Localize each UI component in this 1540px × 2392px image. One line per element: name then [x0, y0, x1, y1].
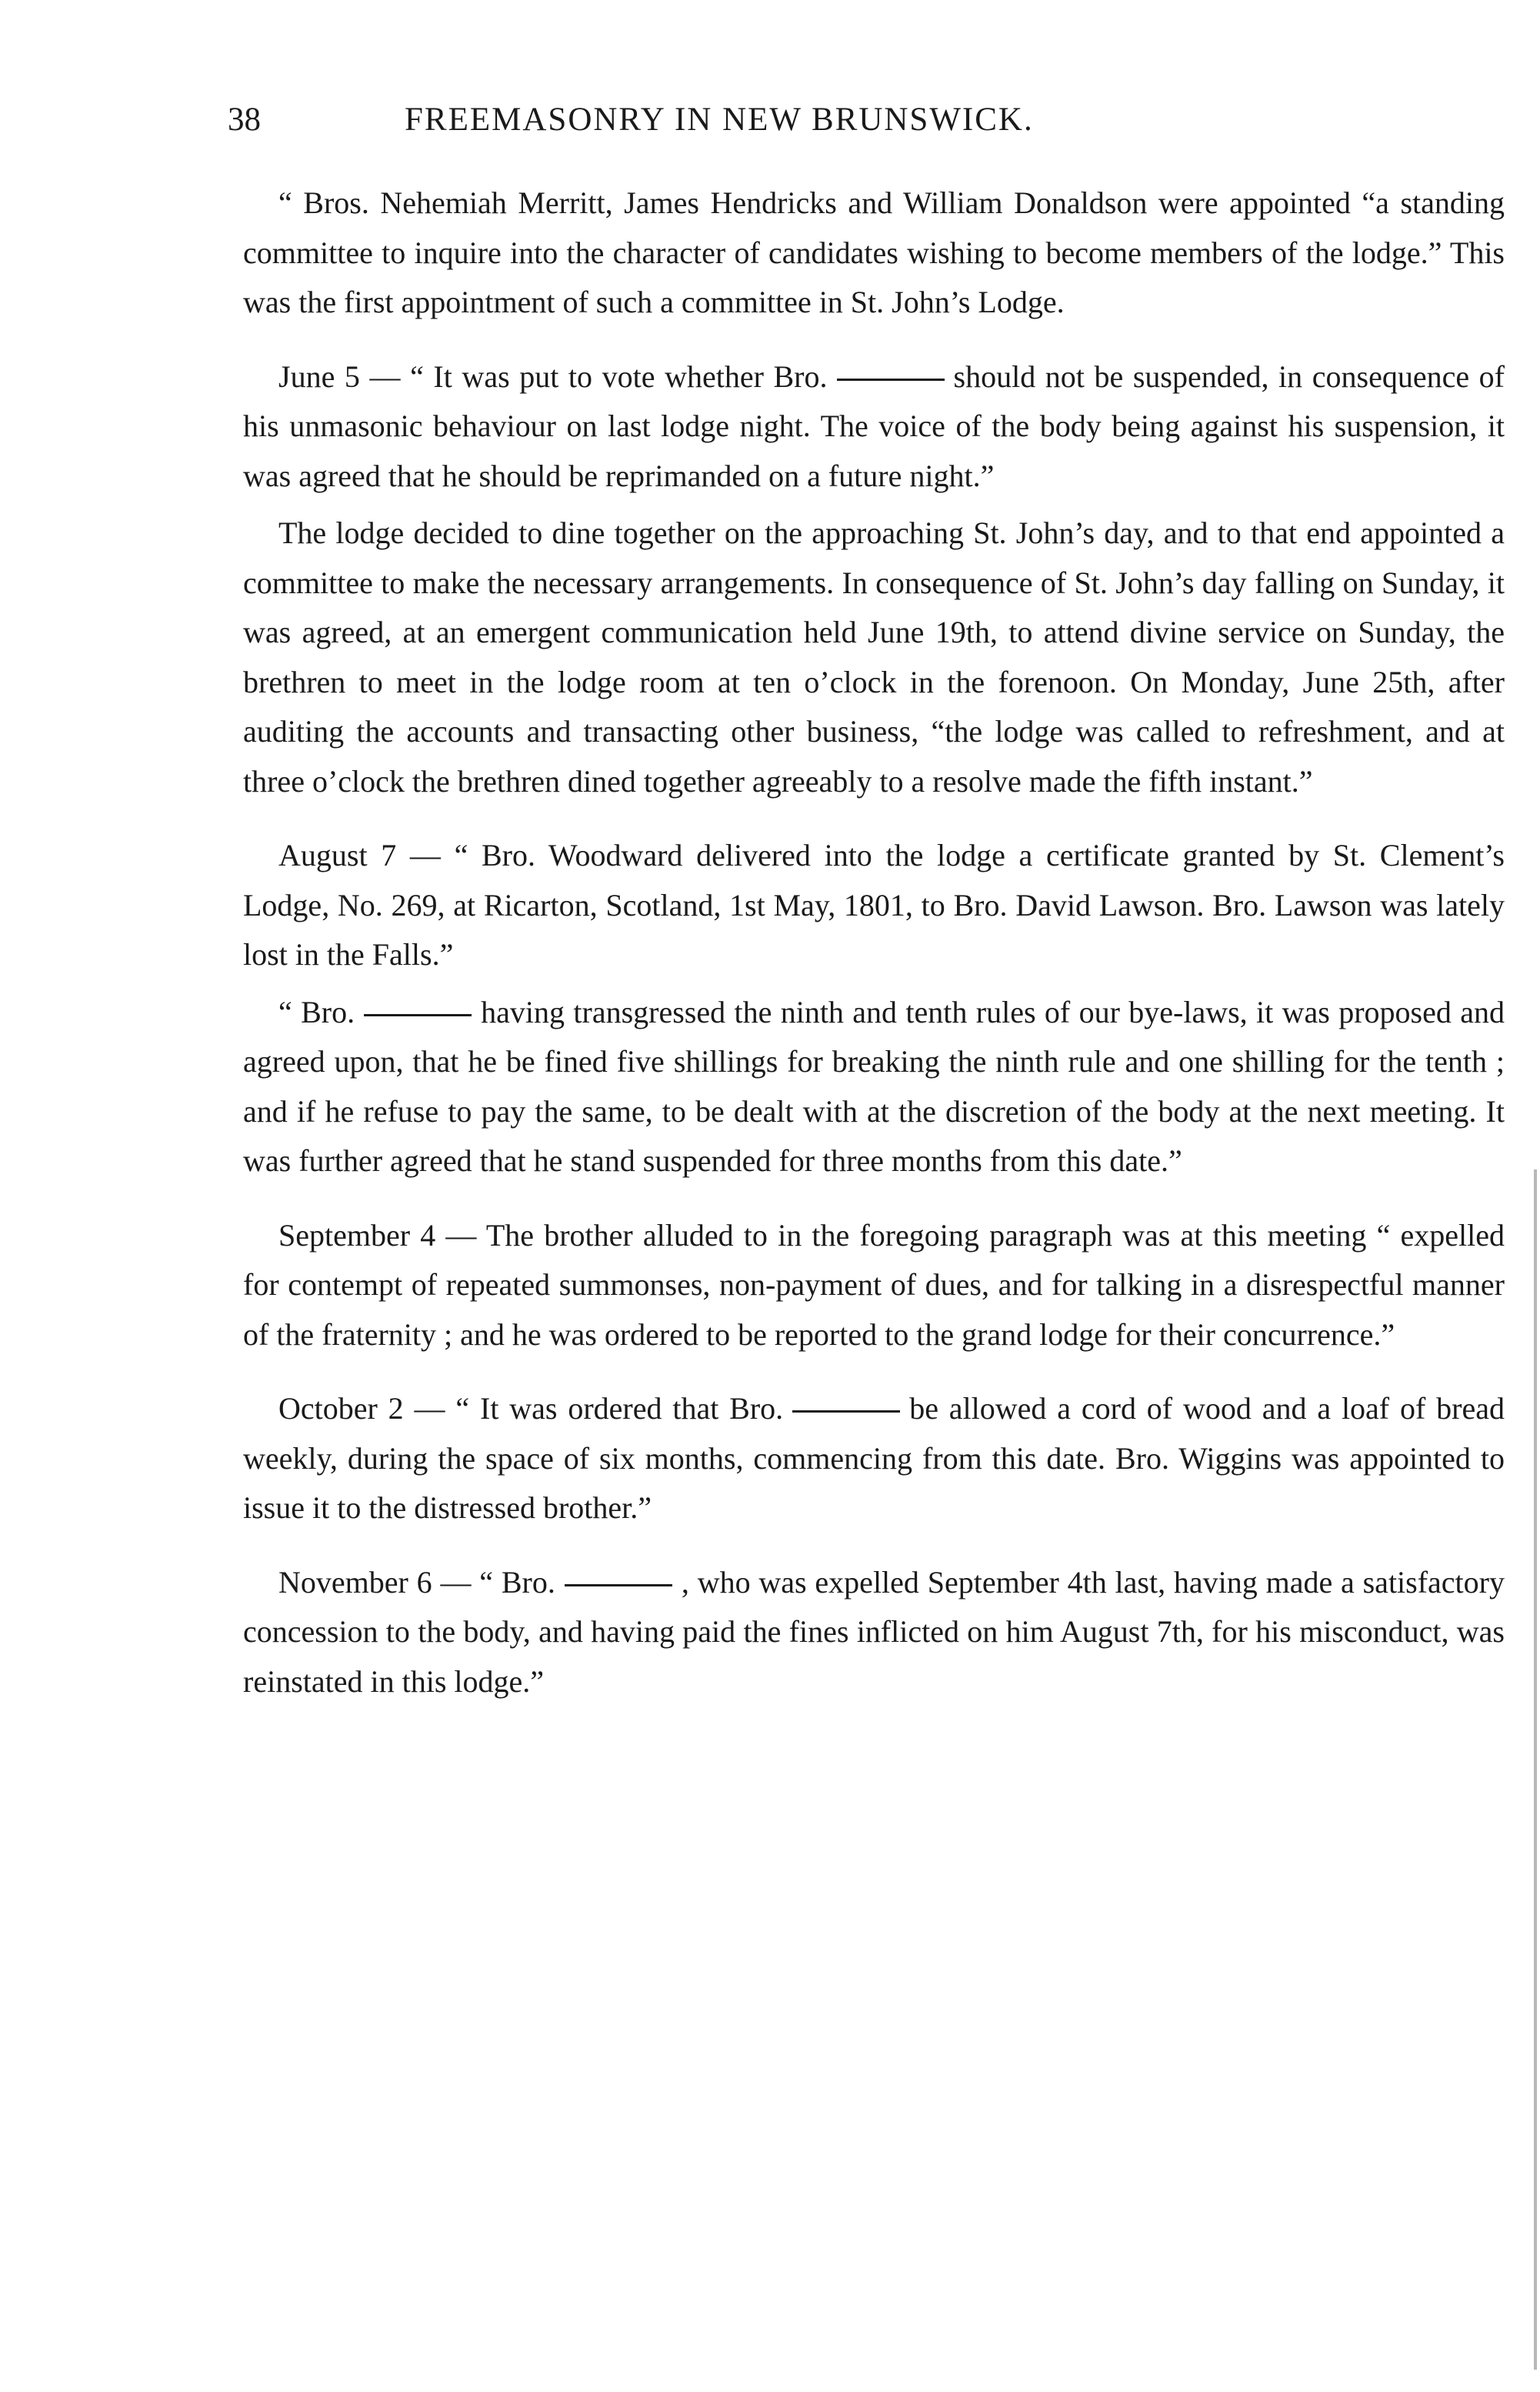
paragraph-text: June 5 — “ It was put to vote whether Bro. [278, 359, 828, 394]
name-omitted-dash [364, 1014, 472, 1016]
paragraph-text: November 6 — “ Bro. [278, 1564, 555, 1600]
paragraph-text: The lodge decided to dine together on the approaching St. John’s day, and to that end appointed a committee to make the necessary arrangements. In consequence of St. John’s day falling on Sunday, it was agreed, at an emergent communication held June 19th, to attend divine service on Sunday, the brethren to meet in the lodge room at ten o’clock in the forenoon. On Monday, June 25th, after auditing the accounts and transacting other business, “the lodge was called to refreshment, and at three o’clock the brethren dined together agreeably to a resolve made the fifth instant.” [243, 515, 1505, 799]
paragraph-fines [243, 988, 1505, 1186]
paragraph-text: should not be suspended, in consequence of his unmasonic behaviour on last lodge night. The voice of the body being against his suspension, it was agreed that he should be reprimanded on a future night.” [243, 359, 1505, 493]
paragraph-text: “ Bros. Nehemiah Merritt, James Hendricks and William Donaldson were appointed “a standing committee to inquire into the character of candidates wishing to become members of the lodge.” This was the first appointment of such a committee in St. John’s Lodge. [243, 185, 1505, 319]
name-omitted-dash [837, 379, 945, 381]
paragraph-committee [243, 178, 1505, 328]
name-omitted-dash [565, 1584, 672, 1586]
name-omitted-dash [792, 1410, 900, 1413]
paragraph-october-2 [243, 1384, 1505, 1533]
paragraph-text: September 4 — The brother alluded to in the foregoing paragraph was at this meeting “ expelled for contempt of repeated summonses, non-payment of dues, and for talking in a disrespectful manner of the fraternity ; and he was ordered to be reported to the grand lodge for their concurrence.” [243, 1217, 1505, 1352]
body-text [243, 178, 1505, 1706]
running-title: FREEMASONRY IN NEW BRUNSWICK. [405, 102, 1034, 138]
page-edge-shadow [1534, 1169, 1537, 2370]
paragraph-text: “ Bro. [278, 994, 355, 1029]
paragraph-text: having transgressed the ninth and tenth rules of our bye-laws, it was proposed and agreed upon, that he be fined five shillings for breaking the ninth rule and one shilling for the tenth ; and if he refuse to pay the same, to be dealt with at the discretion of the body at the next meeting. It was further agreed that he stand suspended for three months from this date.” [243, 994, 1505, 1178]
paragraph-november-6 [243, 1558, 1505, 1707]
paragraph-text: be allowed a cord of wood and a loaf of bread weekly, during the space of six months, commencing from this date. Bro. Wiggins was appointed to issue it to the distressed brother.” [243, 1391, 1505, 1525]
page-number: 38 [228, 102, 261, 138]
paragraph-st-johns-day [243, 509, 1505, 806]
paragraph-august-7 [243, 831, 1505, 980]
paragraph-text: August 7 — “ Bro. Woodward delivered into the lodge a certificate granted by St. Clement’s Lodge, No. 269, at Ricarton, Scotland, 1st May, 1801, to Bro. David Lawson. Bro. Lawson was lately lost in the Falls.” [243, 838, 1505, 972]
page-header [228, 97, 1505, 143]
paragraph-june-5 [243, 352, 1505, 502]
paragraph-september-4 [243, 1211, 1505, 1360]
paragraph-text: October 2 — “ It was ordered that Bro. [278, 1391, 784, 1426]
paragraph-text: , who was expelled September 4th last, having made a satisfactory concession to the body, and having paid the fines inflicted on him August 7th, for his misconduct, was reinstated in this lodge.” [243, 1564, 1505, 1699]
